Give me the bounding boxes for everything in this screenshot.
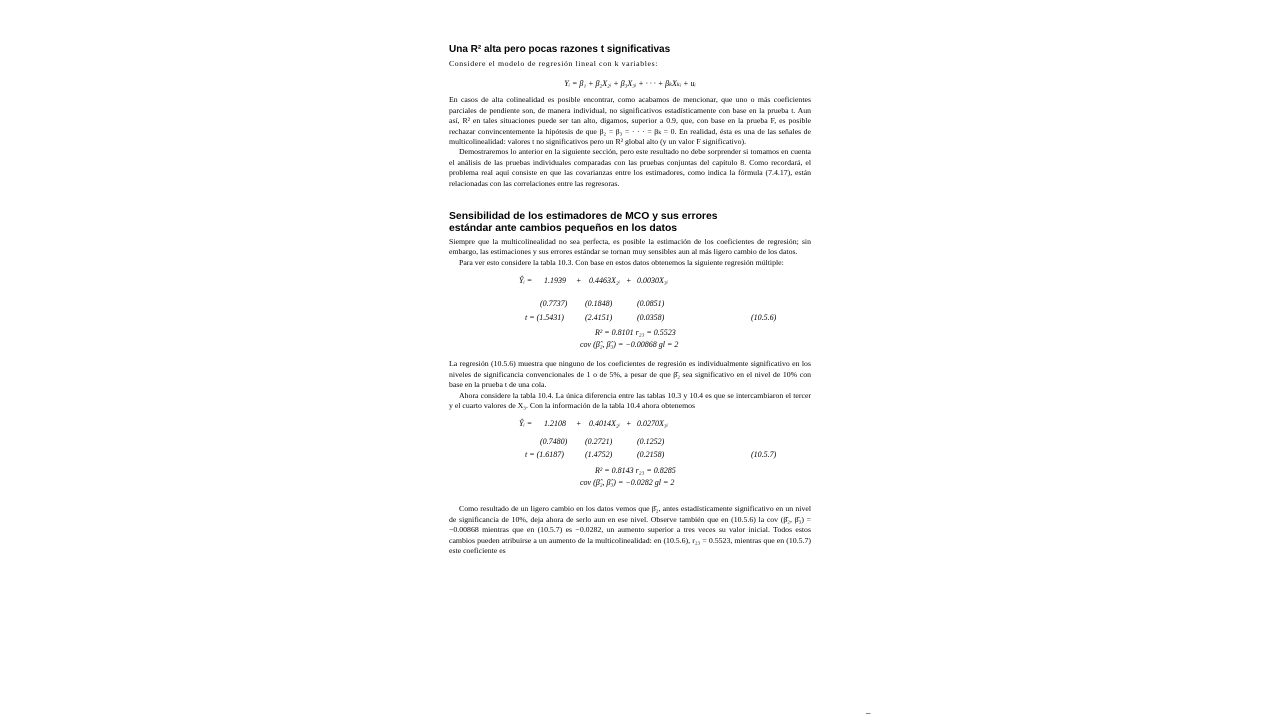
reg1-b2: 0.4463X₂ᵢ: [589, 276, 620, 286]
page-footer-mark: –: [866, 708, 871, 718]
reg1-se3: (0.0851): [637, 299, 665, 309]
equation-number-10-5-7: (10.5.7): [751, 450, 777, 460]
reg1-r-squared: R² = 0.8101 r₂₃ = 0.5523: [595, 328, 676, 338]
reg1-covariance: cov (β̂₂, β̂₃) = −0.00868 gl = 2: [580, 340, 679, 350]
reg1-t2: (2.4151): [585, 313, 613, 323]
regression-10-5-6: [449, 276, 811, 354]
equation-number-10-5-6: (10.5.6): [751, 313, 777, 323]
reg1-se1: (0.7737): [540, 299, 568, 309]
paragraph-table-10-4: Ahora considere la tabla 10.4. La única diferencia entre las tablas 10.3 y 10.4 es que se intercambiaron el tercer y el cuarto valores de X₃. Con la información de la tabla 10.4 ahora obtenemos: [449, 390, 811, 410]
reg2-lhs: Ŷᵢ =: [519, 419, 533, 429]
reg2-se2: (0.2721): [585, 437, 613, 447]
section-title-sensitivity-1: Sensibilidad de los estimadores de MCO y sus errores: [449, 211, 718, 223]
reg1-plus2: +: [626, 276, 632, 286]
reg1-t-label: t = (1.5431): [525, 313, 564, 323]
reg1-t3: (0.0358): [637, 313, 665, 323]
section-title-high-r2: Una R² alta pero pocas razones t significativas: [449, 44, 671, 55]
reg2-plus1: +: [576, 419, 582, 429]
reg2-covariance: cov (β̂₂, β̂₃) = −0.0282 gl = 2: [580, 478, 675, 488]
paragraph-table-10-3: Para ver esto considere la tabla 10.3. Con base en estos datos obtenemos la siguiente regresión múltiple:: [459, 257, 784, 267]
reg1-lhs: Ŷᵢ =: [519, 276, 533, 286]
section-title-sensitivity-2: estándar ante cambios pequeños en los datos: [449, 222, 678, 234]
paragraph-conclusion: Como resultado de un ligero cambio en los datos vemos que β̂₂, antes estadísticamente significativo en un nivel de significancia de 10%, deja ahora de serlo aun en ese nivel. Observe también que en (10.5.6) la cov (β̂₂, β̂₃) = −0.00868 mientras que en (10.5.7) es −0.0282, un aumento superior a tres veces su valor inicial. Todos estos cambios pueden atribuirse a un aumento de la multicolinealidad: en (10.5.6), r₂₃ = 0.5523, mientras que en (10.5.7) este coeficiente es: [449, 504, 811, 555]
model-equation: Yᵢ = β₁ + β₂X₂ᵢ + β₃X₃ᵢ + · · · + βₖXₖᵢ + uᵢ: [564, 79, 696, 89]
reg1-plus1: +: [576, 276, 582, 286]
reg2-plus2: +: [626, 419, 632, 429]
reg2-t-label: t = (1.6187): [525, 450, 564, 460]
reg2-se1: (0.7480): [540, 437, 568, 447]
reg2-b2: 0.4014X₂ᵢ: [589, 419, 620, 429]
reg2-r-squared: R² = 0.8143 r₂₃ = 0.8285: [595, 466, 676, 476]
reg2-t3: (0.2158): [637, 450, 665, 460]
reg1-se2: (0.1848): [585, 299, 613, 309]
regression-10-5-7: [449, 419, 811, 492]
reg2-se3: (0.1252): [637, 437, 665, 447]
paragraph-regression-analysis: La regresión (10.5.6) muestra que ninguno de los coeficientes de regresión es individualmente significativo en los niveles de significancia convencionales de 1 o de 5%, a pesar de que β̂₂ sea significativo en el nivel de 10% con base en la prueba t de una cola.: [449, 359, 811, 390]
document-page: [449, 44, 811, 556]
paragraph-sensitivity: Siempre que la multicolinealidad no sea perfecta, es posible la estimación de los coeficientes de regresión; sin embargo, las estimaciones y sus errores estándar se tornan muy sensibles aun al más ligero cambio de los datos.: [449, 237, 811, 257]
paragraph-demonstration: Demostraremos lo anterior en la siguiente sección, pero este resultado no debe sorprender si tomamos en cuenta el análisis de las pruebas individuales comparadas con las pruebas conjuntas del capítulo 8. Como recordará, el problema real aquí consiste en que las covarianzas entre los estimadores, como indica la fórmula (7.4.17), están relacionadas con las correlaciones entre las regresoras.: [449, 147, 811, 188]
intro-paragraph: Considere el modelo de regresión lineal con k variables:: [449, 59, 658, 68]
paragraph-colinearity: En casos de alta colinealidad es posible encontrar, como acabamos de mencionar, que uno o más coeficientes parciales de pendiente son, de manera individual, no significativos estadísticamente con base en la prueba t. Aun así, R² en tales situaciones puede ser tan alto, digamos, superior a 0.9, que, con base en la prueba F, es posible rechazar convincentemente la hipótesis de que β₂ = β₃ = · · · = βₖ = 0. En realidad, ésta es una de las señales de multicolinealidad: valores t no significativos pero un R² global alto (y un valor F significativo).: [449, 95, 811, 147]
reg2-t2: (1.4752): [585, 450, 613, 460]
reg1-b3: 0.0030X₃ᵢ: [637, 276, 668, 286]
reg2-b1: 1.2108: [544, 419, 566, 429]
reg1-b1: 1.1939: [544, 276, 566, 286]
reg2-b3: 0.0270X₃ᵢ: [637, 419, 668, 429]
